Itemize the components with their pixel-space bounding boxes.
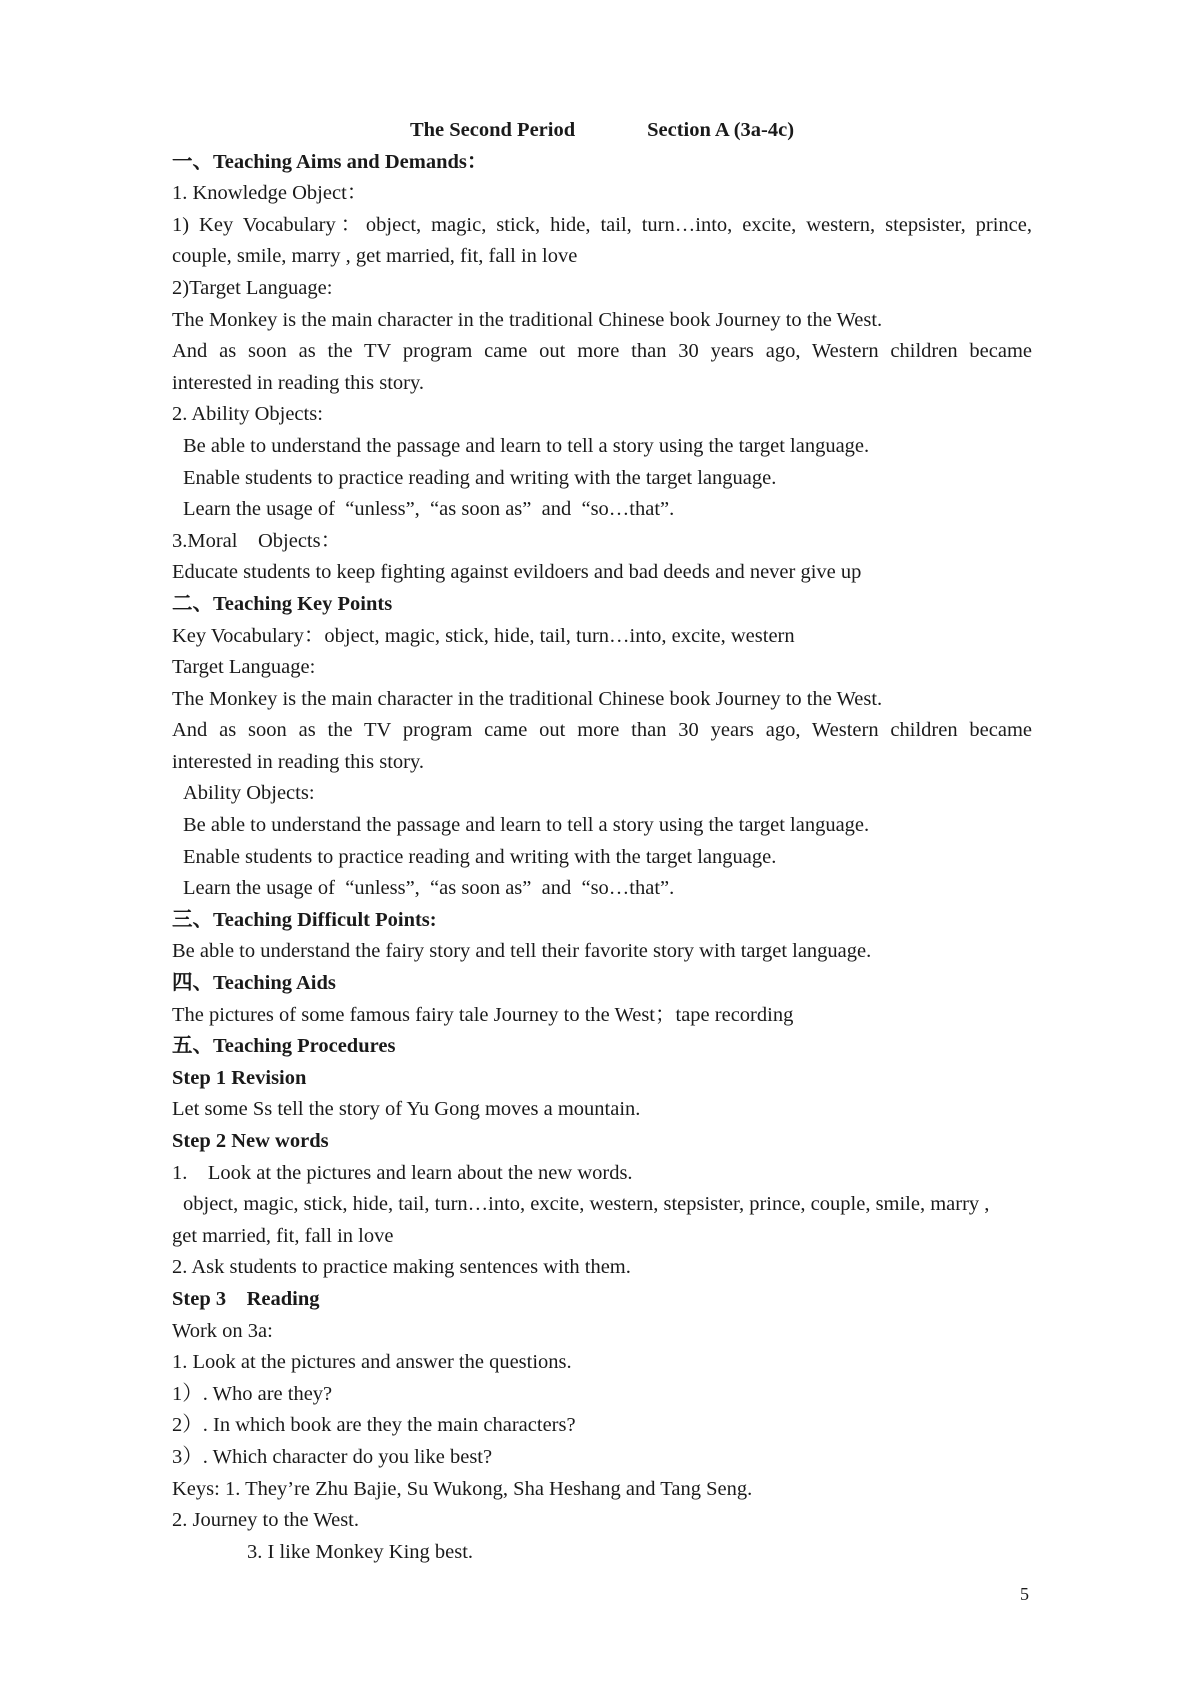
heading-teaching-aims: 一、Teaching Aims and Demands： xyxy=(172,150,488,173)
text-line: Let some Ss tell the story of Yu Gong moves a mountain. xyxy=(172,1098,641,1121)
text-line: 1. Look at the pictures and learn about the new words. xyxy=(172,1161,633,1184)
text-line: Target Language: xyxy=(172,656,316,679)
heading-teaching-procedures: 五、Teaching Procedures xyxy=(172,1035,396,1058)
title-period: The Second Period xyxy=(409,119,576,141)
text-line: Work on 3a: xyxy=(172,1319,273,1342)
text-line: interested in reading this story. xyxy=(172,750,425,773)
text-line: 1）. Who are they? xyxy=(172,1382,333,1405)
text-line: 2)Target Language: xyxy=(172,276,333,299)
title-section: Section A (3a-4c) xyxy=(647,119,795,141)
text-line: 3）. Which character do you like best? xyxy=(172,1445,493,1468)
text-line: 3. I like Monkey King best. xyxy=(247,1540,474,1563)
text-line: Be able to understand the passage and learn to tell a story using the target language. xyxy=(183,814,870,837)
step-heading: Step 2 New words xyxy=(172,1130,329,1152)
text-line: Ability Objects: xyxy=(183,782,315,805)
text-line: Key Vocabulary：object, magic, stick, hide, tail, turn…into, excite, western xyxy=(172,624,795,647)
text-line: And as soon as the TV program came out more than 30 years ago, Western children became xyxy=(172,340,1032,363)
text-line: 2. Ask students to practice making sentences with them. xyxy=(172,1256,631,1279)
text-line: interested in reading this story. xyxy=(172,371,425,394)
text-line: 1) Key Vocabulary：object, magic, stick, hide, tail, turn…into, excite, western, stepsister, prince, xyxy=(172,213,1032,236)
text-line: object, magic, stick, hide, tail, turn…into, excite, western, stepsister, prince, couple, smile, marry , xyxy=(183,1193,990,1216)
heading-teaching-aids: 四、Teaching Aids xyxy=(172,972,336,995)
step-heading: Step 1 Revision xyxy=(172,1066,307,1089)
text-line: get married, fit, fall in love xyxy=(172,1224,394,1247)
text-line: Enable students to practice reading and writing with the target language. xyxy=(183,845,777,868)
text-line: 2）. In which book are they the main characters? xyxy=(172,1414,576,1437)
text-line: Educate students to keep fighting against evildoers and bad deeds and never give up xyxy=(172,561,862,584)
text-line: Keys: 1. They’re Zhu Bajie, Su Wukong, Sha Heshang and Tang Seng. xyxy=(172,1477,753,1500)
heading-difficult-points: 三、Teaching Difficult Points: xyxy=(172,908,437,931)
heading-key-points: 二、Teaching Key Points xyxy=(172,592,393,615)
text-line: The Monkey is the main character in the traditional Chinese book Journey to the West. xyxy=(172,308,883,331)
text-line: Be able to understand the fairy story and tell their favorite story with target language. xyxy=(172,940,872,963)
text-line: 2. Journey to the West. xyxy=(172,1509,360,1532)
text-line: 2. Ability Objects: xyxy=(172,403,323,426)
page-number: 5 xyxy=(1020,1584,1029,1604)
text-line: Learn the usage of “unless”, “as soon as” and “so…that”. xyxy=(183,877,675,900)
text-line: Be able to understand the passage and learn to tell a story using the target language. xyxy=(183,434,870,457)
text-line: Learn the usage of “unless”, “as soon as” and “so…that”. xyxy=(183,498,675,521)
step-heading: Step 3 Reading xyxy=(172,1287,320,1310)
text-line: The Monkey is the main character in the traditional Chinese book Journey to the West. xyxy=(172,687,883,710)
text-line: Enable students to practice reading and writing with the target language. xyxy=(183,466,777,489)
text-line: 3.Moral Objects： xyxy=(172,529,342,552)
document-title xyxy=(172,115,1032,147)
text-line: 1. Knowledge Object： xyxy=(172,182,368,205)
text-line: 1. Look at the pictures and answer the questions. xyxy=(172,1351,572,1374)
document-body xyxy=(172,115,1032,1568)
text-line: And as soon as the TV program came out more than 30 years ago, Western children became xyxy=(172,719,1032,742)
text-line: The pictures of some famous fairy tale Journey to the West；tape recording xyxy=(172,1003,794,1026)
text-line: couple, smile, marry , get married, fit, fall in love xyxy=(172,245,578,268)
